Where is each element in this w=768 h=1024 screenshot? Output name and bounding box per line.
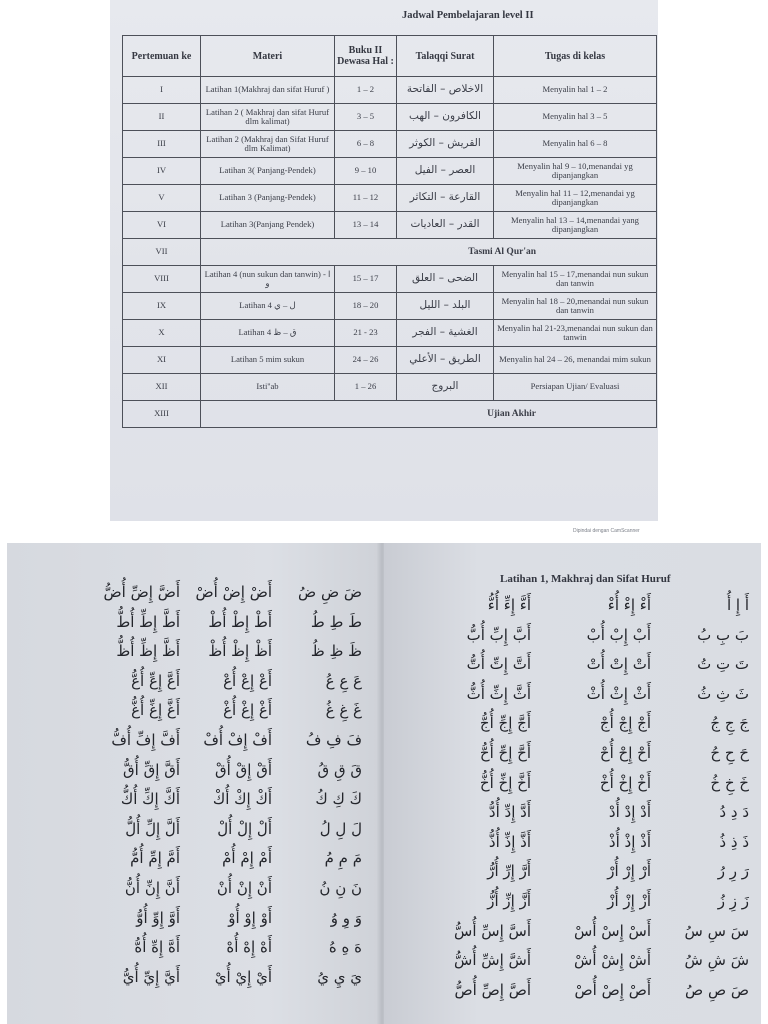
cell-tugas: Menyalin hal 9 – 10,menandai yg dipanjangkan — [494, 158, 657, 185]
letter-row — [7, 731, 380, 761]
letter-group: أَوْ إِوْ أُوْ — [228, 908, 272, 927]
letter-group: شَ شِ شُ — [684, 951, 749, 970]
letter-group: جَ جِ جُ — [710, 714, 749, 733]
header-tugas: Tugas di kelas — [494, 36, 657, 77]
letter-group: أَحَّ إِحِّ أُحُّ — [479, 743, 531, 762]
letter-row — [7, 672, 380, 702]
header-pertemuan: Pertemuan ke — [123, 36, 201, 77]
letter-row — [384, 862, 761, 892]
letter-group: أَجْ إِجْ أُجْ — [599, 714, 651, 733]
letter-group: أَصْ إِصْ أُصْ — [574, 980, 651, 999]
letter-group: عَ عِ عُ — [325, 671, 362, 690]
letter-group: رَ رِ رُ — [717, 862, 749, 881]
letter-row — [384, 685, 761, 715]
letter-group: أَمْ إِمْ أُمْ — [222, 849, 272, 868]
letter-row — [7, 849, 380, 879]
cell-pertemuan: IX — [123, 293, 201, 320]
letter-group: أَضْ إِضْ أُضْ — [195, 583, 272, 601]
letter-group: أَطْ إِطْ أُطْ — [208, 612, 272, 631]
letter-row — [384, 922, 761, 952]
letter-row — [384, 981, 761, 1011]
letter-row — [384, 714, 761, 744]
letter-row — [7, 642, 380, 672]
letter-group: أَزْ إِزْ أُزْ — [607, 891, 651, 910]
letter-group: بَ بِ بُ — [697, 625, 749, 644]
letter-group: أَذْ إِذْ أُذْ — [608, 832, 651, 851]
letter-group: تَ تِ تُ — [697, 655, 749, 674]
cell-halaman: 24 – 26 — [335, 347, 397, 374]
letter-row — [7, 583, 380, 613]
letter-group: حَ حِ حُ — [710, 743, 749, 762]
letter-row — [7, 820, 380, 850]
letter-group: أَرَّ إِرِّ أُرُّ — [487, 862, 531, 881]
cell-tugas: Menyalin hal 11 – 12,menandai yg dipanjangkan — [494, 185, 657, 212]
letter-group: صَ صِ صُ — [685, 980, 749, 999]
letter-group: أَظْ إِظْ أُظْ — [208, 642, 272, 661]
schedule-row — [123, 266, 657, 293]
book-photo — [7, 543, 761, 1024]
letter-group: أَسَّ إِسِّ أُسُّ — [454, 921, 531, 940]
cell-halaman: 21 - 23 — [335, 320, 397, 347]
letter-group: كَ كِ كُ — [315, 790, 362, 809]
cell-span-event: Tasmi Al Qur'an — [201, 239, 657, 266]
letter-group: أَنَّ إِنِّ أُنُّ — [124, 878, 180, 897]
letter-group: أَصَّ إِصِّ أُصُّ — [454, 980, 531, 999]
cell-pertemuan: I — [123, 77, 201, 104]
letter-row — [7, 938, 380, 968]
cell-pertemuan: VIII — [123, 266, 201, 293]
letter-group: أَشَّ إِشِّ أُشُّ — [454, 951, 531, 970]
letter-group: قَ قِ قُ — [317, 760, 362, 779]
cell-surat: الاخلاص – الفاتحة — [397, 77, 494, 104]
letter-group: أَضَّ إِضِّ أُضُّ — [103, 583, 180, 601]
cell-pertemuan: XI — [123, 347, 201, 374]
cell-halaman: 1 – 26 — [335, 374, 397, 401]
cell-materi: Latihan 3 (Panjang-Pendek) — [201, 185, 335, 212]
cell-materi: Latihan 2 (Makhraj dan Sifat Huruf dlm Kalimat) — [201, 131, 335, 158]
letter-group: أَخْ إِخْ أُخْ — [599, 773, 651, 792]
cell-surat: الطريق – الأعلي — [397, 347, 494, 374]
letter-group: أَخَّ إِخِّ أُخُّ — [479, 773, 531, 792]
letter-group: أَغَّ إِغِّ أُغُّ — [131, 701, 180, 720]
cell-pertemuan: IV — [123, 158, 201, 185]
letter-row — [384, 655, 761, 685]
cell-materi: Latihan 3(Panjang Pendek) — [201, 212, 335, 239]
cell-materi: Latihan 5 mim sukun — [201, 347, 335, 374]
cell-surat: العصر – الفيل — [397, 158, 494, 185]
letter-group: غَ غِ غُ — [325, 701, 362, 720]
header-buku: Buku II Dewasa Hal : — [335, 36, 397, 77]
schedule-row — [123, 293, 657, 320]
letter-row — [384, 626, 761, 656]
letter-group: أَدَّ إِدِّ أُدُّ — [488, 803, 531, 822]
cell-tugas: Menyalin hal 1 – 2 — [494, 77, 657, 104]
letter-group: أَفْ إِفْ أُفْ — [203, 730, 272, 749]
letter-row — [7, 761, 380, 791]
cell-pertemuan: VII — [123, 239, 201, 266]
letter-group: أَقْ إِقْ أُقْ — [215, 760, 272, 779]
letter-group: أَيَّ إِيِّ أُيُّ — [122, 967, 180, 986]
letter-group: أَكَّ إِكِّ أُكُّ — [120, 790, 180, 809]
schedule-row — [123, 212, 657, 239]
cell-tugas: Persiapan Ujian/ Evaluasi — [494, 374, 657, 401]
letter-row — [7, 613, 380, 643]
cell-surat: القريش – الكوثر — [397, 131, 494, 158]
letter-group: خَ خِ خُ — [710, 773, 749, 792]
letter-group: فَ فِ فُ — [305, 730, 362, 749]
cell-halaman: 13 – 14 — [335, 212, 397, 239]
letter-group: أَحْ إِحْ أُحْ — [599, 743, 651, 762]
letter-group: مَ مِ مُ — [324, 849, 362, 868]
cell-materi: Latihan 4 (nun sukun dan tanwin) ا - و — [201, 266, 335, 293]
letter-row — [384, 833, 761, 863]
book-page-left — [7, 543, 380, 1024]
letter-group: أَبَّ إِبِّ أُبُّ — [466, 625, 531, 644]
letter-group: أَهَّ إِهِّ أُهُّ — [134, 938, 180, 957]
schedule-row — [123, 239, 657, 266]
cell-pertemuan: XIII — [123, 401, 201, 428]
cell-surat: البلد – الليل — [397, 293, 494, 320]
letter-group: أَلْ إِلْ أُلْ — [217, 819, 272, 838]
schedule-row — [123, 104, 657, 131]
cell-materi: Latihan 2 ( Makhraj dan sifat Huruf dlm kalimat) — [201, 104, 335, 131]
letter-group: أَفَّ إِفِّ أُفُّ — [111, 730, 180, 749]
cell-materi: Latihan 3( Panjang-Pendek) — [201, 158, 335, 185]
letter-group: طَ طِ طُ — [310, 612, 362, 631]
schedule-header-row — [123, 36, 657, 77]
cell-surat: الغشية – الفجر — [397, 320, 494, 347]
letter-group: أَيْ إِيْ أُيْ — [214, 967, 272, 986]
schedule-table — [122, 35, 657, 428]
cell-halaman: 3 – 5 — [335, 104, 397, 131]
letter-row — [7, 701, 380, 731]
schedule-row — [123, 320, 657, 347]
cell-materi: Latihan 4 ق – ظ — [201, 320, 335, 347]
cell-pertemuan: II — [123, 104, 201, 131]
letter-row — [384, 596, 761, 626]
letter-group: زَ زِ زُ — [717, 891, 749, 910]
cell-halaman: 11 – 12 — [335, 185, 397, 212]
letter-group: ثَ ثِ ثُ — [697, 684, 749, 703]
letter-group: أَرْ إِرْ أُرْ — [607, 862, 651, 881]
header-materi: Materi — [201, 36, 335, 77]
cell-surat: القارعة – التكاثر — [397, 185, 494, 212]
letter-row — [7, 968, 380, 998]
letter-group: أَءْ إِءْ أُءْ — [607, 596, 651, 614]
letter-row — [384, 803, 761, 833]
letter-group: أَدْ إِدْ أُدْ — [608, 803, 651, 822]
cell-pertemuan: XII — [123, 374, 201, 401]
letter-row — [384, 951, 761, 981]
schedule-row — [123, 158, 657, 185]
right-page-rows — [384, 596, 761, 1010]
letter-row — [7, 879, 380, 909]
letter-group: ظَ ظِ ظُ — [310, 642, 362, 661]
letter-group: أَنْ إِنْ أُنْ — [216, 878, 272, 897]
letter-group: أَمَّ إِمِّ أُمُّ — [130, 849, 180, 868]
schedule-row — [123, 77, 657, 104]
letter-group: أَهْ إِهْ أُهْ — [226, 938, 272, 957]
cell-pertemuan: III — [123, 131, 201, 158]
letter-group: أَجَّ إِجِّ أُجُّ — [479, 714, 531, 733]
letter-group: أَكْ إِكْ أُكْ — [212, 790, 272, 809]
cell-materi: Isti''ab — [201, 374, 335, 401]
schedule-row — [123, 185, 657, 212]
cell-tugas: Menyalin hal 15 – 17,menandai nun sukun dan tanwin — [494, 266, 657, 293]
letter-group: أَشْ إِشْ أُشْ — [574, 951, 651, 970]
letter-group: أَءَّ إِءِّ أُءُّ — [487, 596, 531, 614]
header-talaqqi: Talaqqi Surat — [397, 36, 494, 77]
schedule-photo — [110, 0, 658, 521]
schedule-row — [123, 374, 657, 401]
letter-group: لَ لِ لُ — [319, 819, 362, 838]
cell-tugas: Menyalin hal 6 – 8 — [494, 131, 657, 158]
letter-group: أَغْ إِغْ أُغْ — [223, 701, 272, 720]
letter-group: ضَ ضِ ضُ — [298, 583, 362, 601]
letter-group: أَقَّ إِقِّ أُقُّ — [123, 760, 180, 779]
letter-row — [384, 744, 761, 774]
scanner-watermark: Dipindai dengan CamScanner — [573, 528, 640, 534]
letter-group: أَزَّ إِزِّ أُزُّ — [487, 891, 531, 910]
cell-surat: الضحى – العلق — [397, 266, 494, 293]
letter-row — [7, 909, 380, 939]
cell-pertemuan: X — [123, 320, 201, 347]
left-page-rows — [7, 583, 380, 997]
letter-group: أَطَّ إِطِّ أُطُّ — [116, 612, 180, 631]
letter-group: أَتْ إِتْ أُتْ — [586, 655, 651, 674]
cell-halaman: 1 – 2 — [335, 77, 397, 104]
cell-halaman: 18 – 20 — [335, 293, 397, 320]
letter-group: أَتَّ إِتِّ أُتُّ — [466, 655, 531, 674]
letter-group: أَثْ إِثْ أُثْ — [586, 684, 651, 703]
cell-tugas: Menyalin hal 18 – 20,menandai nun sukun dan tanwin — [494, 293, 657, 320]
schedule-row — [123, 347, 657, 374]
letter-group: يَ يِ يُ — [317, 967, 362, 986]
letter-row — [384, 774, 761, 804]
book-page-right — [384, 543, 761, 1024]
schedule-title: Jadwal Pembelajaran level II — [402, 10, 534, 21]
cell-surat: القدر – العاديات — [397, 212, 494, 239]
letter-group: أَعْ إِعْ أُعْ — [223, 671, 272, 690]
letter-group: أَوَّ إِوِّ أُوُّ — [136, 908, 180, 927]
cell-materi: Latihan 1(Makhraj dan sifat Huruf ) — [201, 77, 335, 104]
cell-surat: البروج — [397, 374, 494, 401]
book-page-title: Latihan 1, Makhraj dan Sifat Huruf — [500, 573, 671, 585]
cell-halaman: 9 – 10 — [335, 158, 397, 185]
cell-tugas: Menyalin hal 3 – 5 — [494, 104, 657, 131]
letter-group: نَ نِ نُ — [319, 878, 362, 897]
letter-group: أَبْ إِبْ أُبْ — [586, 625, 651, 644]
cell-span-event: Ujian Akhir — [201, 401, 657, 428]
letter-group: وَ وِ وُ — [330, 908, 362, 927]
letter-row — [7, 790, 380, 820]
cell-tugas: Menyalin hal 24 – 26, menandai mim sukun — [494, 347, 657, 374]
letter-group: ذَ ذِ ذُ — [719, 832, 749, 851]
letter-group: سَ سِ سُ — [684, 921, 749, 940]
letter-group: أَعَّ إِعِّ أُعُّ — [131, 671, 180, 690]
letter-group: أَظَّ إِظِّ أُظُّ — [116, 642, 180, 661]
cell-tugas: Menyalin hal 13 – 14,menandai yang dipanjangkan — [494, 212, 657, 239]
cell-pertemuan: VI — [123, 212, 201, 239]
letter-group: أَثَّ إِثِّ أُثُّ — [466, 684, 531, 703]
letter-group: أَلَّ إِلِّ أُلُّ — [125, 819, 180, 838]
letter-group: هَ هِ هُ — [328, 938, 362, 957]
cell-tugas: Menyalin hal 21-23,menandai nun sukun dan tanwin — [494, 320, 657, 347]
letter-group: أَذَّ إِذِّ أُذُّ — [488, 832, 531, 851]
letter-group: أَ إِ أُ — [726, 596, 749, 614]
cell-surat: الكافرون – الهب — [397, 104, 494, 131]
letter-group: دَ دِ دُ — [719, 803, 749, 822]
schedule-body — [123, 77, 657, 428]
cell-materi: Latihan 4 ل – ي — [201, 293, 335, 320]
letter-row — [384, 892, 761, 922]
cell-halaman: 6 – 8 — [335, 131, 397, 158]
cell-halaman: 15 – 17 — [335, 266, 397, 293]
letter-group: أَسْ إِسْ أُسْ — [574, 921, 651, 940]
cell-pertemuan: V — [123, 185, 201, 212]
schedule-row — [123, 401, 657, 428]
schedule-row — [123, 131, 657, 158]
